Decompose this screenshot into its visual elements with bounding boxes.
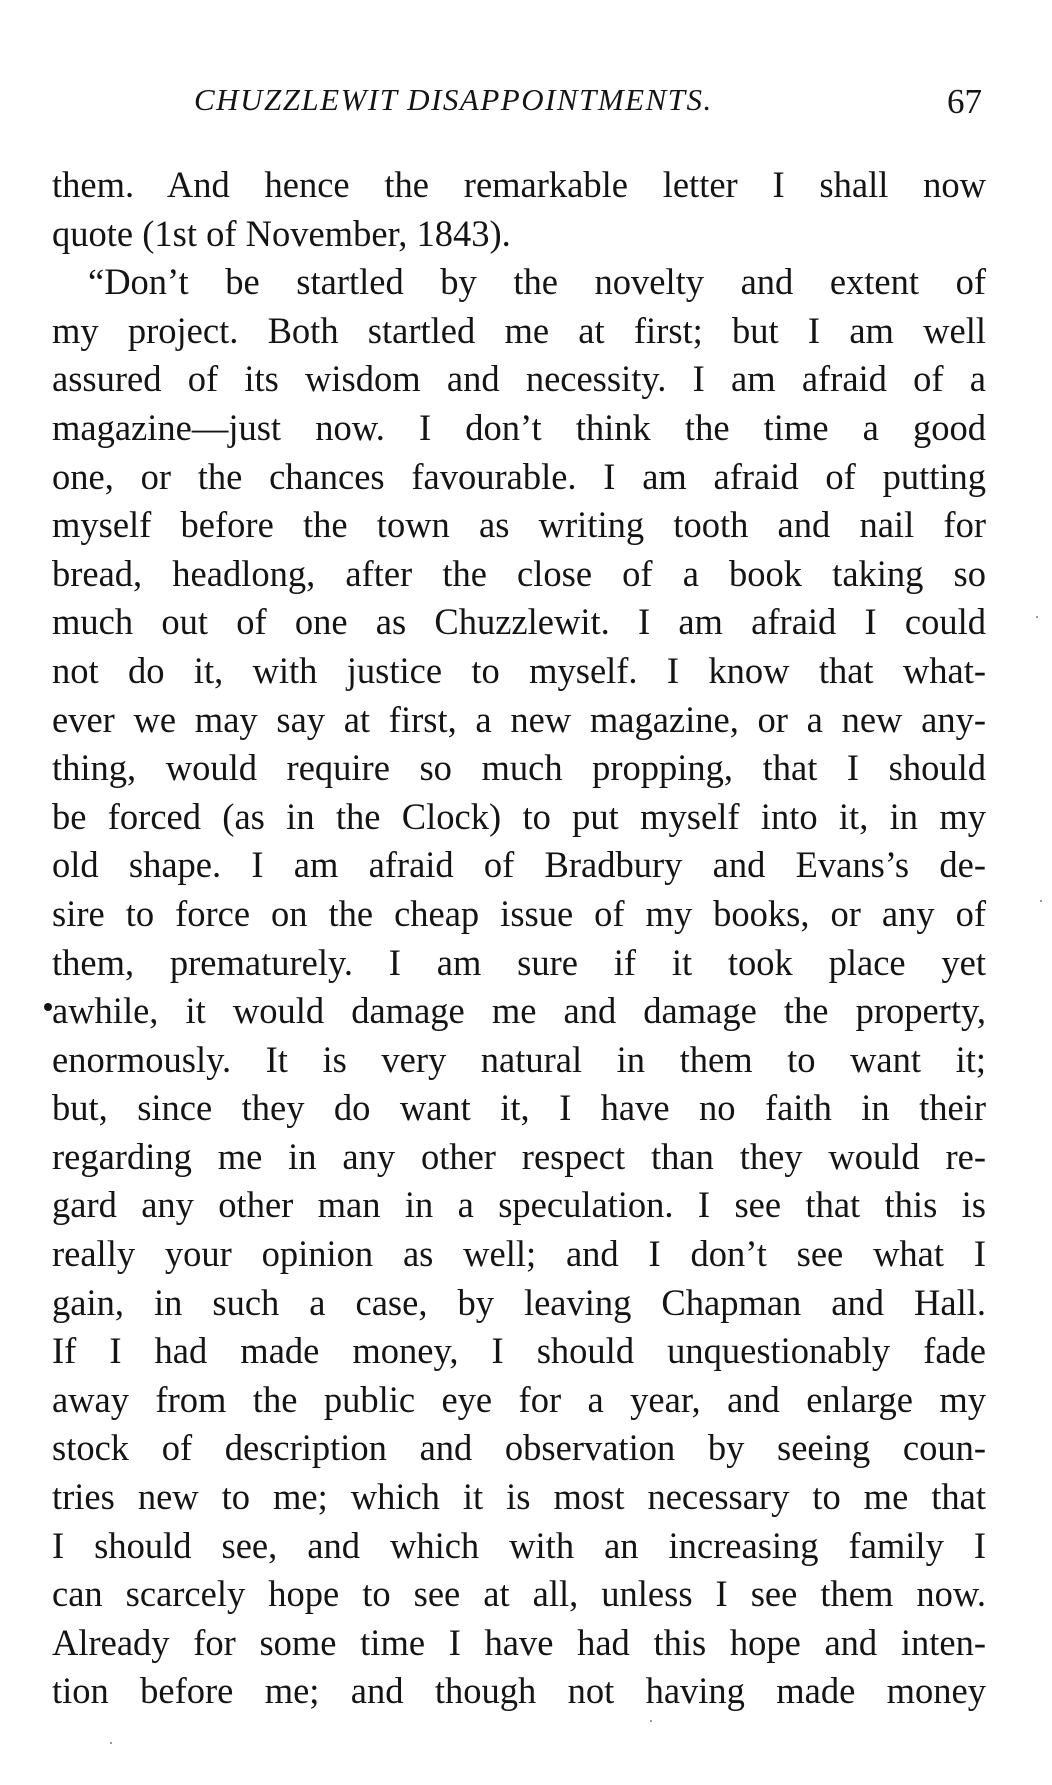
text-line: enormously. It is very natural in them to want it;	[52, 1038, 986, 1080]
paper-speck	[1036, 616, 1038, 618]
text-line: awhile, it would damage me and damage the property,	[52, 990, 986, 1032]
page-number: 67	[947, 82, 982, 121]
running-head	[52, 70, 986, 130]
paper-speck	[1040, 900, 1042, 902]
text-line: bread, headlong, after the close of a book taking so	[52, 552, 986, 594]
text-line: ever we may say at first, a new magazine, or a new any-	[52, 698, 986, 740]
text-line: assured of its wisdom and necessity. I am afraid of a	[52, 358, 986, 400]
ink-dot-mark	[44, 1003, 52, 1011]
text-line: tion before me; and though not having made money	[52, 1670, 986, 1712]
text-line: I should see, and which with an increasing family I	[52, 1524, 986, 1566]
text-line: myself before the town as writing tooth and nail for	[52, 504, 986, 546]
text-line: be forced (as in the Clock) to put myself into it, in my	[52, 795, 986, 837]
running-title: CHUZZLEWIT DISAPPOINTMENTS.	[194, 82, 713, 117]
text-line: magazine—just now. I don’t think the time a good	[52, 406, 986, 448]
text-line: really your opinion as well; and I don’t see what I	[52, 1233, 986, 1275]
text-line: “Don’t be startled by the novelty and extent of	[88, 261, 986, 303]
text-line: thing, would require so much propping, that I should	[52, 747, 986, 789]
text-line: one, or the chances favourable. I am afraid of putting	[52, 455, 986, 497]
text-line: can scarcely hope to see at all, unless I see them now.	[52, 1573, 986, 1615]
text-line: gain, in such a case, by leaving Chapman and Hall.	[52, 1281, 986, 1323]
text-line: stock of description and observation by seeing coun-	[52, 1427, 986, 1469]
text-line: regarding me in any other respect than they would re-	[52, 1135, 986, 1177]
text-line: If I had made money, I should unquestionably fade	[52, 1330, 986, 1372]
text-line: Already for some time I have had this hope and inten-	[52, 1621, 986, 1663]
text-line: tries new to me; which it is most necessary to me that	[52, 1476, 986, 1518]
text-line: my project. Both startled me at first; but I am well	[52, 309, 986, 351]
text-line: them. And hence the remarkable letter I shall now	[52, 164, 986, 205]
text-line: them, prematurely. I am sure if it took place yet	[52, 941, 986, 983]
body-text	[52, 161, 986, 1716]
text-line: quote (1st of November, 1843).	[52, 212, 511, 254]
paper-speck	[650, 1720, 652, 1722]
text-line: gard any other man in a speculation. I see that this is	[52, 1184, 986, 1226]
paper-speck	[110, 1742, 112, 1744]
text-line: but, since they do want it, I have no faith in their	[52, 1087, 986, 1129]
text-line: much out of one as Chuzzlewit. I am afraid I could	[52, 601, 986, 643]
text-line: sire to force on the cheap issue of my books, or any of	[52, 892, 986, 934]
text-line: not do it, with justice to myself. I know that what-	[52, 649, 986, 691]
text-line: old shape. I am afraid of Bradbury and Evans’s de-	[52, 844, 986, 886]
text-line: away from the public eye for a year, and enlarge my	[52, 1378, 986, 1420]
